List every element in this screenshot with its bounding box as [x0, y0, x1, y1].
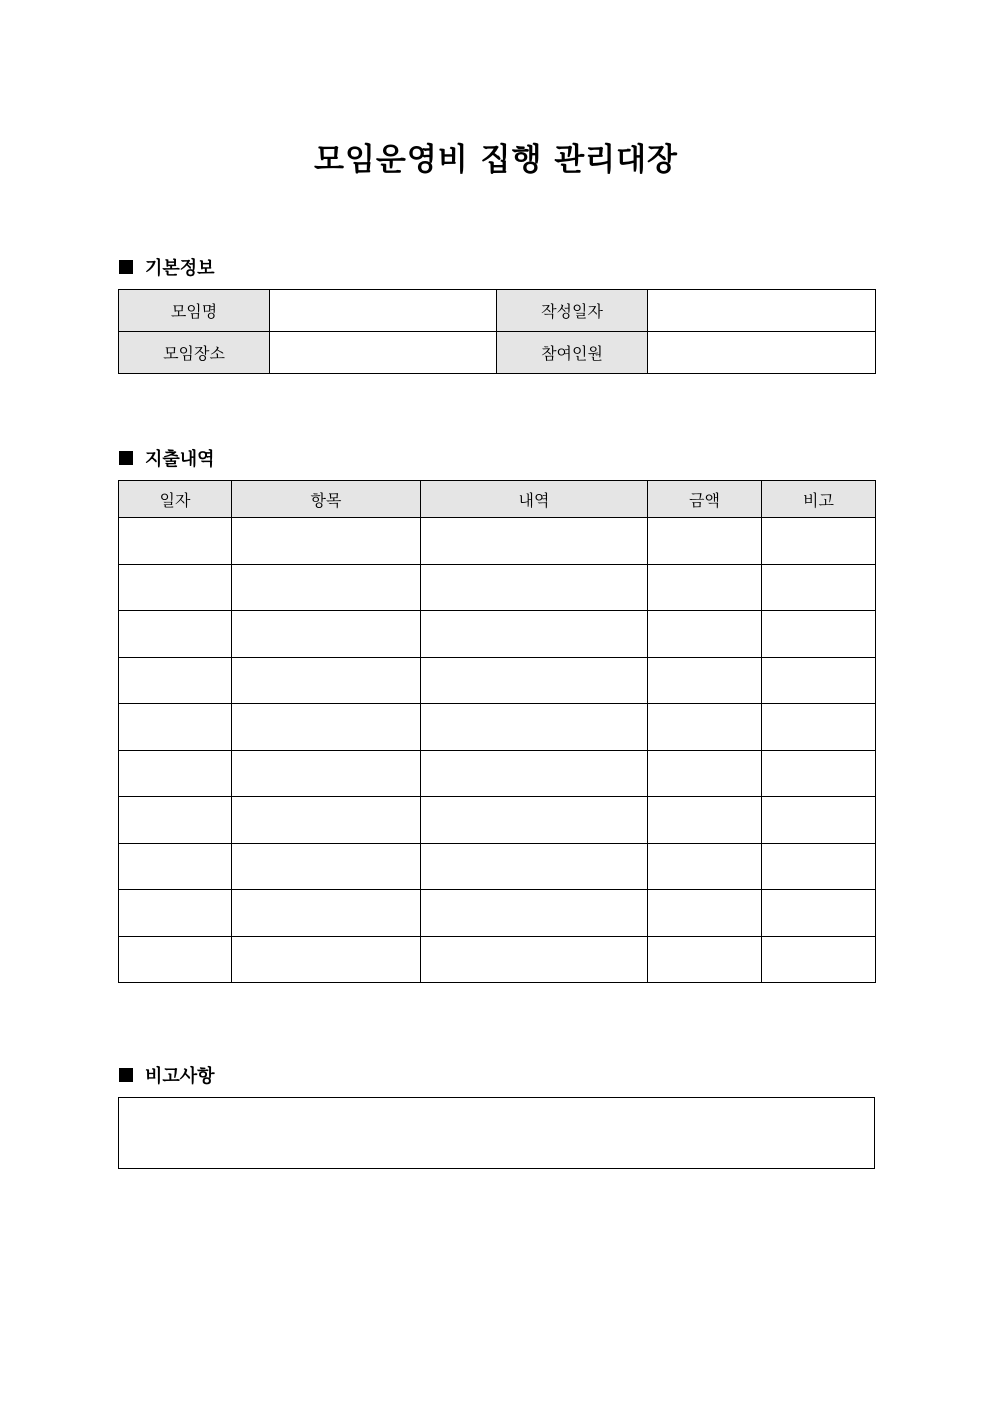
- table-row: [119, 564, 876, 611]
- date-cell[interactable]: [119, 518, 232, 565]
- table-row: [119, 750, 876, 797]
- table-row: [119, 611, 876, 658]
- details-cell[interactable]: [421, 518, 648, 565]
- remarks-cell[interactable]: [762, 611, 876, 658]
- table-row: [119, 657, 876, 704]
- section-heading-label: 비고사항: [145, 1066, 215, 1087]
- section-heading-label: 지출내역: [145, 449, 215, 470]
- table-row: [119, 843, 876, 890]
- date-cell[interactable]: [119, 936, 232, 983]
- amount-cell[interactable]: [648, 890, 762, 937]
- details-cell[interactable]: [421, 750, 648, 797]
- column-header-amount: 금액: [648, 481, 762, 518]
- square-bullet-icon: [119, 1068, 133, 1082]
- table-row: [119, 332, 876, 374]
- date-written-label: 작성일자: [497, 290, 648, 332]
- column-header-remarks: 비고: [762, 481, 876, 518]
- date-cell[interactable]: [119, 564, 232, 611]
- amount-cell[interactable]: [648, 704, 762, 751]
- remarks-cell[interactable]: [762, 936, 876, 983]
- item-cell[interactable]: [232, 890, 421, 937]
- square-bullet-icon: [119, 451, 133, 465]
- participants-field[interactable]: [648, 332, 876, 374]
- details-cell[interactable]: [421, 704, 648, 751]
- remarks-cell[interactable]: [762, 797, 876, 844]
- column-header-details: 내역: [421, 481, 648, 518]
- amount-cell[interactable]: [648, 843, 762, 890]
- page-title: 모임운영비 집행 관리대장: [314, 142, 678, 178]
- table-row: [119, 797, 876, 844]
- participants-label: 참여인원: [497, 332, 648, 374]
- item-cell[interactable]: [232, 750, 421, 797]
- expense-table: [118, 480, 876, 983]
- date-cell[interactable]: [119, 843, 232, 890]
- details-cell[interactable]: [421, 843, 648, 890]
- notes-field[interactable]: [118, 1097, 875, 1169]
- item-cell[interactable]: [232, 518, 421, 565]
- item-cell[interactable]: [232, 657, 421, 704]
- date-cell[interactable]: [119, 797, 232, 844]
- meeting-place-label: 모임장소: [119, 332, 270, 374]
- date-cell[interactable]: [119, 750, 232, 797]
- date-written-field[interactable]: [648, 290, 876, 332]
- details-cell[interactable]: [421, 657, 648, 704]
- basic-info-table: [118, 289, 876, 374]
- section-heading-label: 기본정보: [145, 258, 215, 279]
- date-cell[interactable]: [119, 611, 232, 658]
- item-cell[interactable]: [232, 843, 421, 890]
- item-cell[interactable]: [232, 704, 421, 751]
- date-cell[interactable]: [119, 657, 232, 704]
- remarks-cell[interactable]: [762, 657, 876, 704]
- section-heading-expense: [119, 445, 215, 471]
- amount-cell[interactable]: [648, 518, 762, 565]
- amount-cell[interactable]: [648, 936, 762, 983]
- details-cell[interactable]: [421, 936, 648, 983]
- item-cell[interactable]: [232, 564, 421, 611]
- remarks-cell[interactable]: [762, 704, 876, 751]
- table-row: [119, 290, 876, 332]
- column-header-item: 항목: [232, 481, 421, 518]
- table-row: [119, 936, 876, 983]
- remarks-cell[interactable]: [762, 843, 876, 890]
- column-header-date: 일자: [119, 481, 232, 518]
- amount-cell[interactable]: [648, 797, 762, 844]
- remarks-cell[interactable]: [762, 750, 876, 797]
- details-cell[interactable]: [421, 890, 648, 937]
- amount-cell[interactable]: [648, 657, 762, 704]
- table-row: [119, 704, 876, 751]
- table-row: [119, 518, 876, 565]
- details-cell[interactable]: [421, 611, 648, 658]
- meeting-name-field[interactable]: [270, 290, 497, 332]
- remarks-cell[interactable]: [762, 564, 876, 611]
- meeting-place-field[interactable]: [270, 332, 497, 374]
- amount-cell[interactable]: [648, 750, 762, 797]
- meeting-name-label: 모임명: [119, 290, 270, 332]
- section-heading-notes: [119, 1062, 215, 1088]
- date-cell[interactable]: [119, 704, 232, 751]
- remarks-cell[interactable]: [762, 890, 876, 937]
- amount-cell[interactable]: [648, 564, 762, 611]
- item-cell[interactable]: [232, 611, 421, 658]
- table-row: [119, 890, 876, 937]
- amount-cell[interactable]: [648, 611, 762, 658]
- details-cell[interactable]: [421, 564, 648, 611]
- square-bullet-icon: [119, 260, 133, 274]
- details-cell[interactable]: [421, 797, 648, 844]
- item-cell[interactable]: [232, 797, 421, 844]
- item-cell[interactable]: [232, 936, 421, 983]
- table-header-row: [119, 481, 876, 518]
- date-cell[interactable]: [119, 890, 232, 937]
- section-heading-basic: [119, 254, 215, 280]
- remarks-cell[interactable]: [762, 518, 876, 565]
